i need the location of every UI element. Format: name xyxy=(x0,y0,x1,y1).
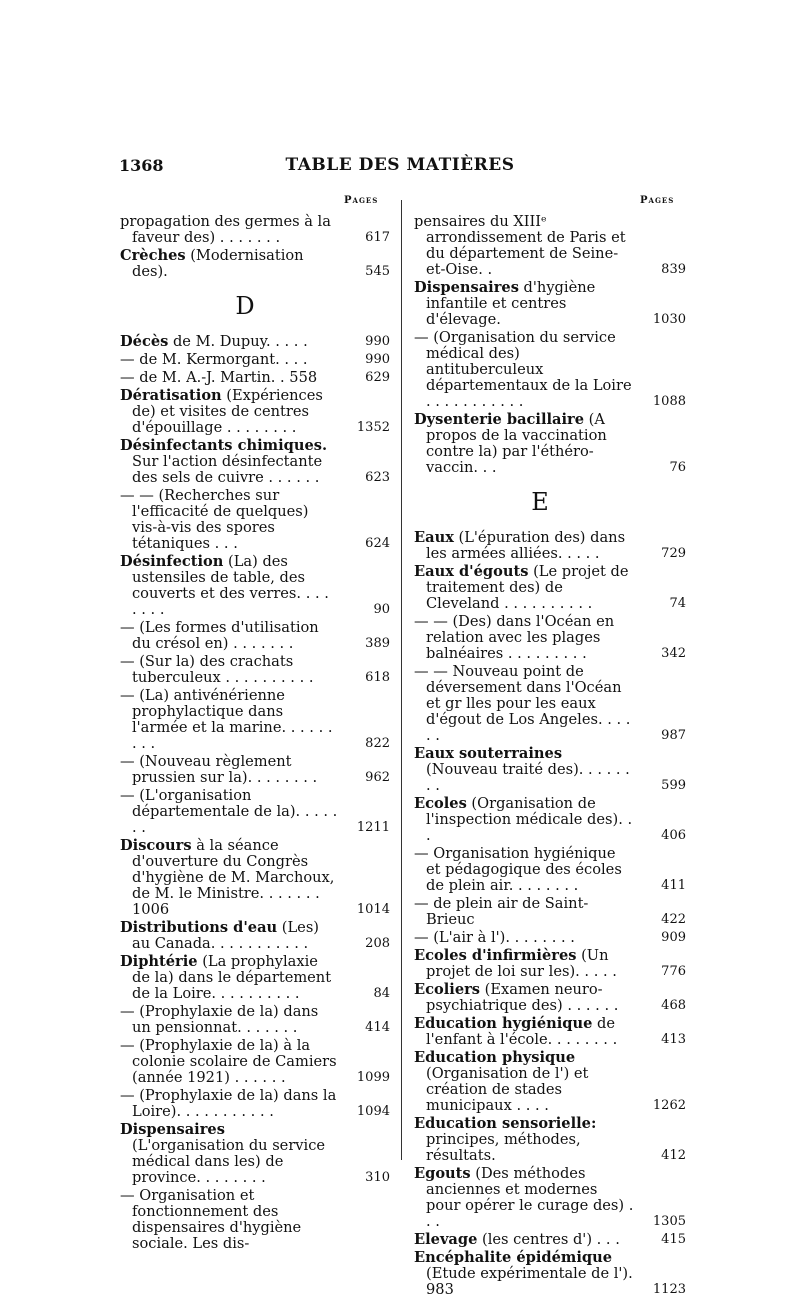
index-entry xyxy=(414,948,686,980)
entry-description: (Organisation de l') et création de stades municipaux . . . . xyxy=(426,1065,589,1114)
index-entry xyxy=(120,954,390,1002)
index-entry xyxy=(414,214,686,278)
entry-description: (L'épuration des) dans les armées alliées. . . . . xyxy=(426,529,626,562)
entry-description: (les centres d') . . . xyxy=(477,1231,620,1248)
entry-keyword: Dispensaires xyxy=(120,1121,225,1138)
index-entry xyxy=(414,664,686,744)
entry-description: — (Prophylaxie de la) dans la Loire). . . . . . . . . . . xyxy=(120,1087,337,1120)
entry-description: — (Prophylaxie de la) à la colonie scolaire de Camiers (année 1921) . . . . . . xyxy=(120,1037,337,1086)
index-entry xyxy=(120,1004,390,1036)
index-entry xyxy=(120,654,390,686)
entry-description: — (Prophylaxie de la) dans un pensionnat. . . . . . . xyxy=(120,1003,319,1036)
entry-keyword: Ecoles xyxy=(414,795,467,812)
index-entry xyxy=(414,1250,686,1298)
entry-description: — de M. A.-J. Martin. . 558 xyxy=(120,369,318,386)
entry-page-number: 1030 xyxy=(652,312,686,327)
entry-description: (Examen neuro-psychiatrique des) . . . . . . xyxy=(426,981,619,1014)
index-entry xyxy=(120,754,390,786)
index-entry xyxy=(120,388,390,436)
entry-page-number: 839 xyxy=(661,262,686,277)
entry-page-number: 1094 xyxy=(356,1104,390,1119)
entry-page-number: 84 xyxy=(373,986,390,1001)
entry-description: — Organisation hygiénique et pédagogique des écoles de plein air. . . . . . . . xyxy=(414,845,622,894)
entry-description: propagation des germes à la faveur des) . . . . . . . xyxy=(120,213,331,246)
entry-keyword: Crèches xyxy=(120,247,186,264)
entry-page-number: 1305 xyxy=(652,1214,686,1229)
entry-page-number: 468 xyxy=(661,998,686,1013)
entry-page-number: 1352 xyxy=(356,420,390,435)
entry-description: (Organisation de l'inspection médicale des). . . xyxy=(426,795,633,844)
entry-description: — — (Des) dans l'Océan en relation avec les plages balnéaires . . . . . . . . . xyxy=(414,613,615,662)
entry-description: — de plein air de Saint-Brieuc xyxy=(414,895,589,928)
entry-description: pensaires du XIIIᵉ arrondissement de Paris et du département de Seine-et-Oise. . xyxy=(414,213,626,278)
entry-page-number: 389 xyxy=(365,636,390,651)
entry-page-number: 1014 xyxy=(356,902,390,917)
index-entry xyxy=(414,412,686,476)
entry-description: de M. Dupuy. . . . . xyxy=(168,333,308,350)
index-entry xyxy=(414,330,686,410)
entry-description: (Un projet de loi sur les). . . . . xyxy=(426,947,617,980)
entry-page-number: 1211 xyxy=(356,820,390,835)
entry-page-number: 618 xyxy=(365,670,390,685)
entry-page-number: 909 xyxy=(661,930,686,945)
entry-keyword: Elevage xyxy=(414,1231,478,1248)
entry-page-number: 990 xyxy=(365,352,390,367)
left-column xyxy=(120,214,390,1254)
index-entry xyxy=(414,564,686,612)
entry-description: (Le projet de traitement des) de Cleveland . . . . . . . . . . xyxy=(426,563,629,612)
index-entry xyxy=(120,438,390,486)
index-entry xyxy=(120,248,390,280)
index-entry xyxy=(120,1122,390,1186)
entry-page-number: 776 xyxy=(661,964,686,979)
entry-keyword: Diphtérie xyxy=(120,953,198,970)
index-entry xyxy=(414,982,686,1014)
entry-page-number: 342 xyxy=(661,646,686,661)
entry-keyword: Ecoles d'infirmières xyxy=(414,947,577,964)
entry-description: — — Nouveau point de déversement dans l'Océan et gr lles pour les eaux d'égout de Los Angeles. . . . . . xyxy=(414,663,631,744)
entry-page-number: 412 xyxy=(661,1148,686,1163)
section-letter-d: D xyxy=(235,292,255,320)
entry-description: principes, méthodes, résultats. xyxy=(426,1131,581,1164)
entry-page-number: 413 xyxy=(661,1032,686,1047)
index-entry xyxy=(414,796,686,844)
entry-keyword: Egouts xyxy=(414,1165,471,1182)
index-entry xyxy=(414,1232,686,1248)
entry-page-number: 76 xyxy=(669,460,686,475)
index-entry xyxy=(414,1116,686,1164)
entry-keyword: Dysenterie bacillaire xyxy=(414,411,585,428)
running-title: TABLE DES MATIÈRES xyxy=(285,155,515,175)
entry-page-number: 422 xyxy=(661,912,686,927)
right-column xyxy=(414,214,686,1300)
index-entry xyxy=(414,1016,686,1048)
entry-keyword: Education physique xyxy=(414,1049,576,1066)
entry-page-number: 310 xyxy=(365,1170,390,1185)
entry-description: (Nouveau traité des). . . . . . . . xyxy=(426,761,630,794)
entry-description: Sur l'action désinfectante des sels de cuivre . . . . . . xyxy=(132,453,323,486)
entry-page-number: 599 xyxy=(661,778,686,793)
index-entry xyxy=(414,746,686,794)
entry-page-number: 545 xyxy=(365,264,390,279)
entry-page-number: 1262 xyxy=(652,1098,686,1113)
entry-keyword: Ecoliers xyxy=(414,981,481,998)
index-entry xyxy=(120,488,390,552)
page-number: 1368 xyxy=(119,156,164,175)
entry-page-number: 990 xyxy=(365,334,390,349)
entry-keyword: Eaux souterraines xyxy=(414,745,563,762)
index-entry xyxy=(414,280,686,328)
entry-keyword: Education sensorielle: xyxy=(414,1115,597,1132)
entry-keyword: Dispensaires xyxy=(414,279,519,296)
index-entry xyxy=(120,352,390,368)
entry-page-number: 1123 xyxy=(652,1282,686,1297)
entry-page-number: 406 xyxy=(661,828,686,843)
index-entry xyxy=(120,1188,390,1252)
entry-keyword: Eaux d'égouts xyxy=(414,563,529,580)
entry-keyword: Dératisation xyxy=(120,387,222,404)
index-entry xyxy=(120,1038,390,1086)
index-entry xyxy=(120,620,390,652)
entry-description: (L'organisation du service médical dans les) de province. . . . . . . . xyxy=(132,1137,326,1186)
entry-text xyxy=(120,1188,390,1252)
entry-description: — (L'organisation départementale de la). . . . . . . xyxy=(120,787,338,836)
entry-description: — (Les formes d'utilisation du crésol en) . . . . . . . xyxy=(120,619,319,652)
entry-page-number: 208 xyxy=(365,936,390,951)
entry-description: d'hygiène infantile et centres d'élevage. xyxy=(426,279,596,328)
entry-keyword: Education hygiénique xyxy=(414,1015,593,1032)
section-letter-e: E xyxy=(531,488,549,516)
entry-page-number: 962 xyxy=(365,770,390,785)
entry-page-number: 415 xyxy=(661,1232,686,1247)
index-entry xyxy=(414,896,686,928)
index-entry xyxy=(120,920,390,952)
entry-page-number: 74 xyxy=(669,596,686,611)
entry-page-number: 90 xyxy=(373,602,390,617)
entry-keyword: Discours xyxy=(120,837,192,854)
entry-description: (La prophylaxie de la) dans le département de la Loire. . . . . . . . . . xyxy=(132,953,332,1002)
entry-keyword: Eaux xyxy=(414,529,454,546)
index-entry xyxy=(120,334,390,350)
entry-page-number: 624 xyxy=(365,536,390,551)
entry-description: (Les) au Canada. . . . . . . . . . . xyxy=(132,919,319,952)
index-entry xyxy=(414,930,686,946)
entry-keyword: Désinfectants chimiques. xyxy=(120,437,328,454)
entry-description: (Des méthodes anciennes et modernes pour opérer le curage des) . . . xyxy=(426,1165,634,1230)
index-entry xyxy=(120,214,390,246)
entry-page-number: 414 xyxy=(365,1020,390,1035)
index-entry xyxy=(120,788,390,836)
entry-description: — — (Recherches sur l'efficacité de quelques) vis-à-vis des spores tétaniques . . . xyxy=(120,487,309,552)
index-entry xyxy=(414,1166,686,1230)
entry-description: (La) des ustensiles de table, des couverts et des verres. . . . . . . . xyxy=(132,553,329,618)
entry-page-number: 617 xyxy=(365,230,390,245)
entry-keyword: Distributions d'eau xyxy=(120,919,278,936)
index-entry xyxy=(414,1050,686,1114)
entry-description: — de M. Kermorgant. . . . xyxy=(120,351,308,368)
index-entry xyxy=(414,530,686,562)
entry-keyword: Encéphalite épidémique xyxy=(414,1249,612,1266)
index-entry xyxy=(120,838,390,918)
entry-page-number: 1088 xyxy=(652,394,686,409)
entry-page-number: 623 xyxy=(365,470,390,485)
index-entry xyxy=(120,688,390,752)
index-entry xyxy=(414,614,686,662)
entry-description: de l'enfant à l'école. . . . . . . . xyxy=(426,1015,618,1048)
entry-page-number: 629 xyxy=(365,370,390,385)
pages-heading-right: Pages xyxy=(640,195,675,206)
entry-page-number: 987 xyxy=(661,728,686,743)
entry-description: (A propos de la vaccination contre la) par l'éthéro-vaccin. . . xyxy=(426,411,607,476)
entry-keyword: Décès xyxy=(120,333,169,350)
entry-description: (Modernisation des). xyxy=(132,247,304,280)
entry-description: — (Sur la) des crachats tuberculeux . . . . . . . . . . xyxy=(120,653,314,686)
index-entry xyxy=(120,554,390,618)
entry-page-number: 411 xyxy=(661,878,686,893)
entry-description: (Etude expérimentale de l'). 983 xyxy=(426,1265,633,1298)
entry-description: à la séance d'ouverture du Congrès d'hygiène de M. Marchoux, de M. le Ministre. . . . . . . 1006 xyxy=(132,837,335,918)
index-entry xyxy=(120,370,390,386)
column-rule xyxy=(401,200,402,1160)
entry-description: — (Organisation du service médical des) antituberculeux départementaux de la Loire . . . . . . . . . . . xyxy=(414,329,632,410)
index-entry xyxy=(414,846,686,894)
entry-description: — (Nouveau règlement prussien sur la). . . . . . . . xyxy=(120,753,318,786)
entry-page-number: 729 xyxy=(661,546,686,561)
entry-keyword: Désinfection xyxy=(120,553,224,570)
index-entry xyxy=(120,1088,390,1120)
entry-page-number: 1099 xyxy=(356,1070,390,1085)
entry-description: — (La) antivénérienne prophylactique dans l'armée et la marine. . . . . . . . . xyxy=(120,687,333,752)
entry-description: (Expériences de) et visites de centres d'épouillage . . . . . . . . xyxy=(132,387,323,436)
pages-heading-left: Pages xyxy=(344,195,379,206)
entry-description: — (L'air à l'). . . . . . . . xyxy=(414,929,575,946)
entry-description: — Organisation et fonctionnement des dispensaires d'hygiène sociale. Les dis- xyxy=(120,1187,302,1252)
entry-page-number: 822 xyxy=(365,736,390,751)
